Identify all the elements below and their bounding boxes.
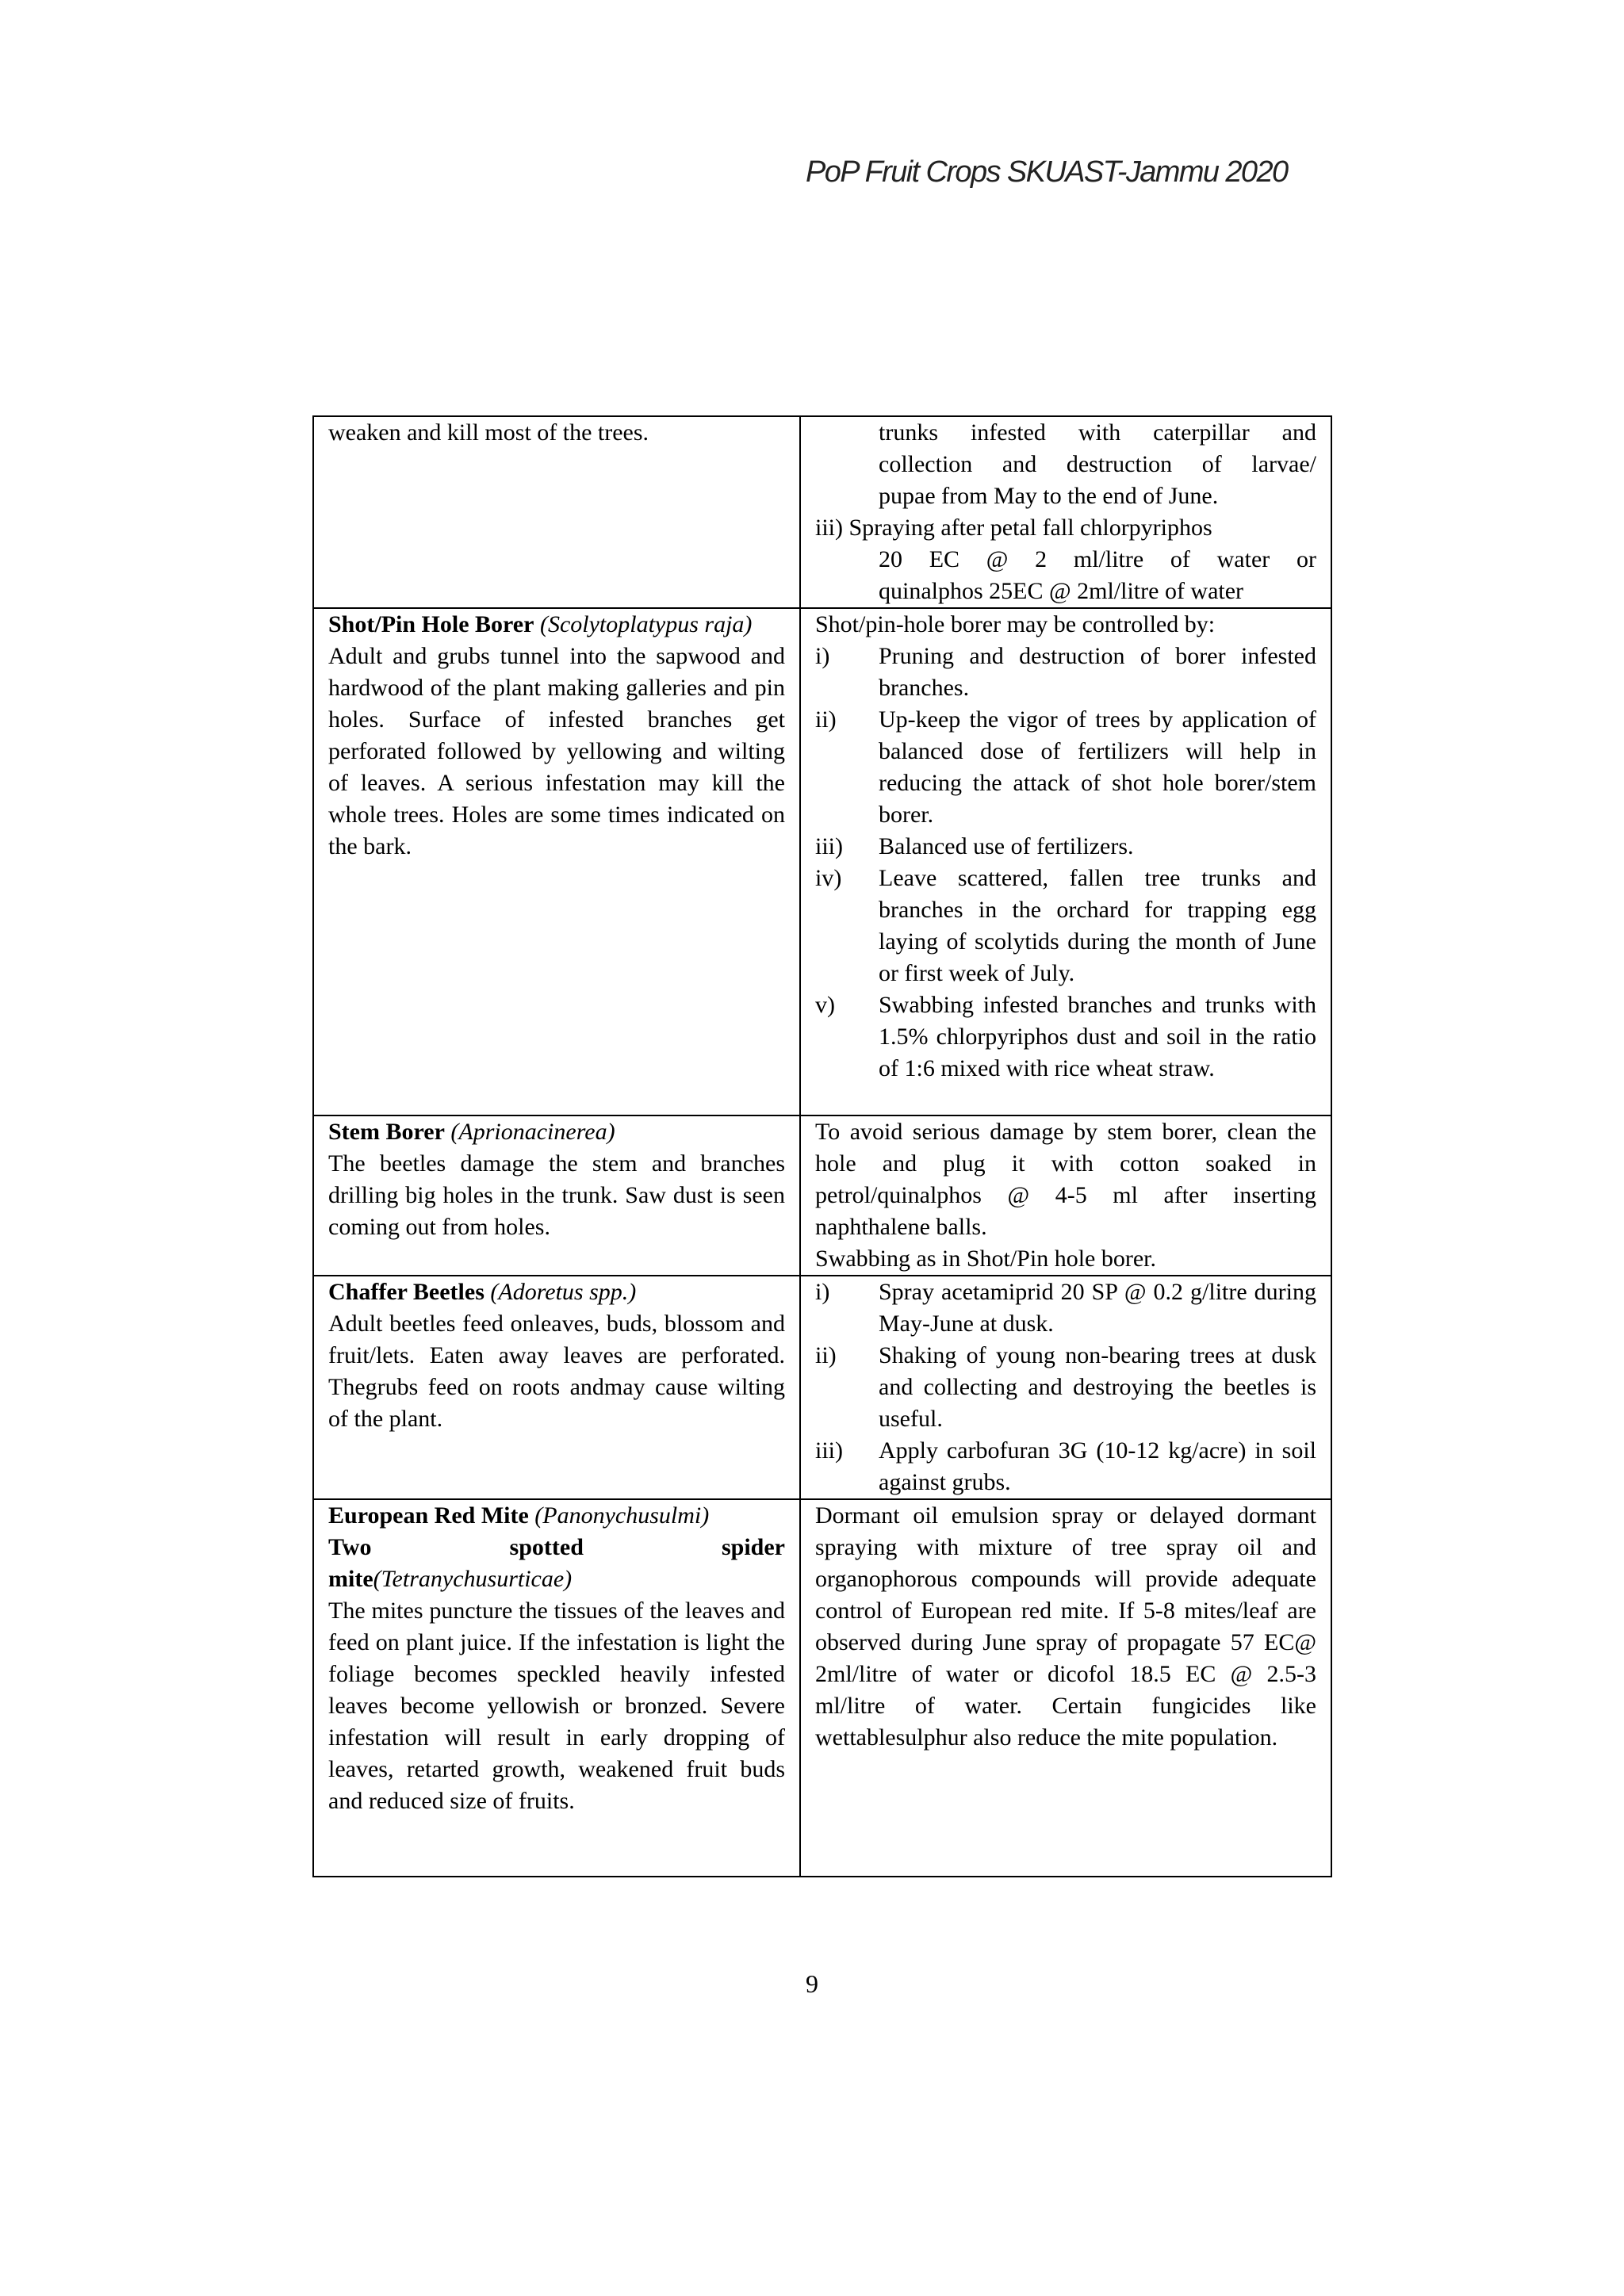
- pest-scientific-name: (Tetranychusurticae): [373, 1566, 573, 1592]
- pest-description: Adult and grubs tunnel into the sapwood and hardwood of the plant making galleries and pin holes. Surface of infested branches get perforated followed by yellowing and wilting of leaves. A serious infestation may kill the whole trees. Holes are some times indicated on the bark.: [328, 643, 785, 859]
- pest-scientific-name: (Scolytoplatypus raja): [539, 611, 753, 637]
- page-header: PoP Fruit Crops SKUAST-Jammu 2020: [806, 155, 1288, 189]
- list-item: [815, 863, 1316, 989]
- control-cell: [800, 608, 1331, 1115]
- control-continuation-line: quinalphos 25EC @ 2ml/litre of water: [879, 578, 1244, 604]
- list-text: Balanced use of fertilizers.: [879, 833, 1134, 859]
- list-number: ii): [815, 706, 837, 733]
- list-item: [815, 704, 1316, 831]
- pest-scientific-name: (Aprionacinerea): [450, 1119, 615, 1145]
- control-continuation-line: trunks infested with caterpillar and: [879, 419, 1316, 446]
- list-number: ii): [815, 1342, 837, 1368]
- control-cell: [800, 1276, 1331, 1499]
- control-cell: [800, 1115, 1331, 1276]
- table-row: [313, 1115, 1331, 1276]
- list-text: Spray acetamiprid 20 SP @ 0.2 g/litre during May-June at dusk.: [879, 1279, 1316, 1337]
- table-row: [313, 1276, 1331, 1499]
- control-paragraph: Swabbing as in Shot/Pin hole borer.: [815, 1246, 1156, 1272]
- list-text: Pruning and destruction of borer infested branches.: [879, 643, 1316, 701]
- pest-heading: [328, 1500, 785, 1532]
- table-row: [313, 1499, 1331, 1877]
- pest-description: weaken and kill most of the trees.: [328, 419, 649, 446]
- page-number: 9: [806, 1969, 818, 1998]
- list-number: i): [815, 643, 830, 669]
- control-intro: Shot/pin-hole borer may be controlled by:: [815, 611, 1216, 637]
- pest-cell: [313, 1499, 800, 1877]
- pest-cell: [313, 608, 800, 1115]
- pest-heading: [328, 1116, 785, 1148]
- list-text: Shaking of young non-bearing trees at dusk and collecting and destroying the beetles is useful.: [879, 1342, 1316, 1432]
- table-row: [313, 416, 1331, 608]
- list-text: Apply carbofuran 3G (10-12 kg/acre) in soil against grubs.: [879, 1437, 1316, 1495]
- list-item: [815, 1276, 1316, 1340]
- list-number: v): [815, 992, 835, 1018]
- control-paragraph: Dormant oil emulsion spray or delayed dormant spraying with mixture of tree spray oil and organophorous compounds will provide adequate control of European red mite. If 5-8 mites/leaf are observed during June spray of propagate 57 EC@ 2ml/litre of water or dicofol 18.5 EC @ 2.5-3 ml/litre of water. Certain fungicides like wettablesulphur also reduce the mite population.: [815, 1502, 1316, 1751]
- pest-scientific-name: (Panonychusulmi): [534, 1502, 710, 1529]
- pest-description: The mites puncture the tissues of the leaves and feed on plant juice. If the infestation is light the foliage becomes speckled heavily infested leaves become yellowish or bronzed. Severe infestation will result in early dropping of leaves, retarted growth, weakened fruit buds and reduced size of fruits.: [328, 1598, 785, 1814]
- pest-cell: [313, 416, 800, 608]
- control-cell: [800, 416, 1331, 608]
- list-item: [815, 1435, 1316, 1498]
- control-item: iii) Spraying after petal fall chlorpyriphos: [815, 515, 1212, 541]
- pest-heading-secondary: [328, 1532, 785, 1563]
- pest-name: Chaffer Beetles: [328, 1279, 485, 1305]
- list-number: i): [815, 1279, 830, 1305]
- table-row: [313, 608, 1331, 1115]
- pest-name: Shot/Pin Hole Borer: [328, 611, 534, 637]
- pest-name-word: spider: [721, 1534, 785, 1560]
- list-number: iv): [815, 865, 842, 891]
- pest-name: mite: [328, 1566, 373, 1592]
- pest-name: Stem Borer: [328, 1119, 445, 1145]
- control-cell: [800, 1499, 1331, 1877]
- control-continuation-line: 20 EC @ 2 ml/litre of water or: [879, 546, 1316, 572]
- pest-heading-secondary-tail: [328, 1563, 785, 1595]
- pest-scientific-name: (Adoretus spp.): [490, 1279, 637, 1305]
- list-item: [815, 641, 1316, 704]
- pest-heading: [328, 609, 785, 641]
- control-paragraph: To avoid serious damage by stem borer, clean the hole and plug it with cotton soaked in petrol/quinalphos @ 4-5 ml after inserting naphthalene balls.: [815, 1119, 1316, 1240]
- control-continuation-line: pupae from May to the end of June.: [879, 483, 1219, 509]
- pest-management-table: [312, 415, 1332, 1877]
- list-item: [815, 1340, 1316, 1435]
- pest-heading: [328, 1276, 785, 1308]
- pest-name-word: Two: [328, 1534, 372, 1560]
- pest-name: European Red Mite: [328, 1502, 529, 1529]
- list-text: Swabbing infested branches and trunks with 1.5% chlorpyriphos dust and soil in the ratio of 1:6 mixed with rice wheat straw.: [879, 992, 1316, 1081]
- list-item: [815, 989, 1316, 1085]
- list-item: [815, 831, 1316, 863]
- list-text: Leave scattered, fallen tree trunks and branches in the orchard for trapping egg laying of scolytids during the month of June or first week of July.: [879, 865, 1316, 986]
- pest-description: The beetles damage the stem and branches drilling big holes in the trunk. Saw dust is seen coming out from holes.: [328, 1150, 785, 1240]
- list-number: iii): [815, 833, 843, 859]
- pest-description: Adult beetles feed onleaves, buds, blossom and fruit/lets. Eaten away leaves are perforated. Thegrubs feed on roots andmay cause wilting of the plant.: [328, 1311, 785, 1432]
- control-continuation-line: collection and destruction of larvae/: [879, 451, 1316, 477]
- pest-cell: [313, 1276, 800, 1499]
- pest-name-word: spotted: [509, 1534, 584, 1560]
- list-text: Up-keep the vigor of trees by application of balanced dose of fertilizers will help in reducing the attack of shot hole borer/stem borer.: [879, 706, 1316, 828]
- list-number: iii): [815, 1437, 843, 1464]
- pest-cell: [313, 1115, 800, 1276]
